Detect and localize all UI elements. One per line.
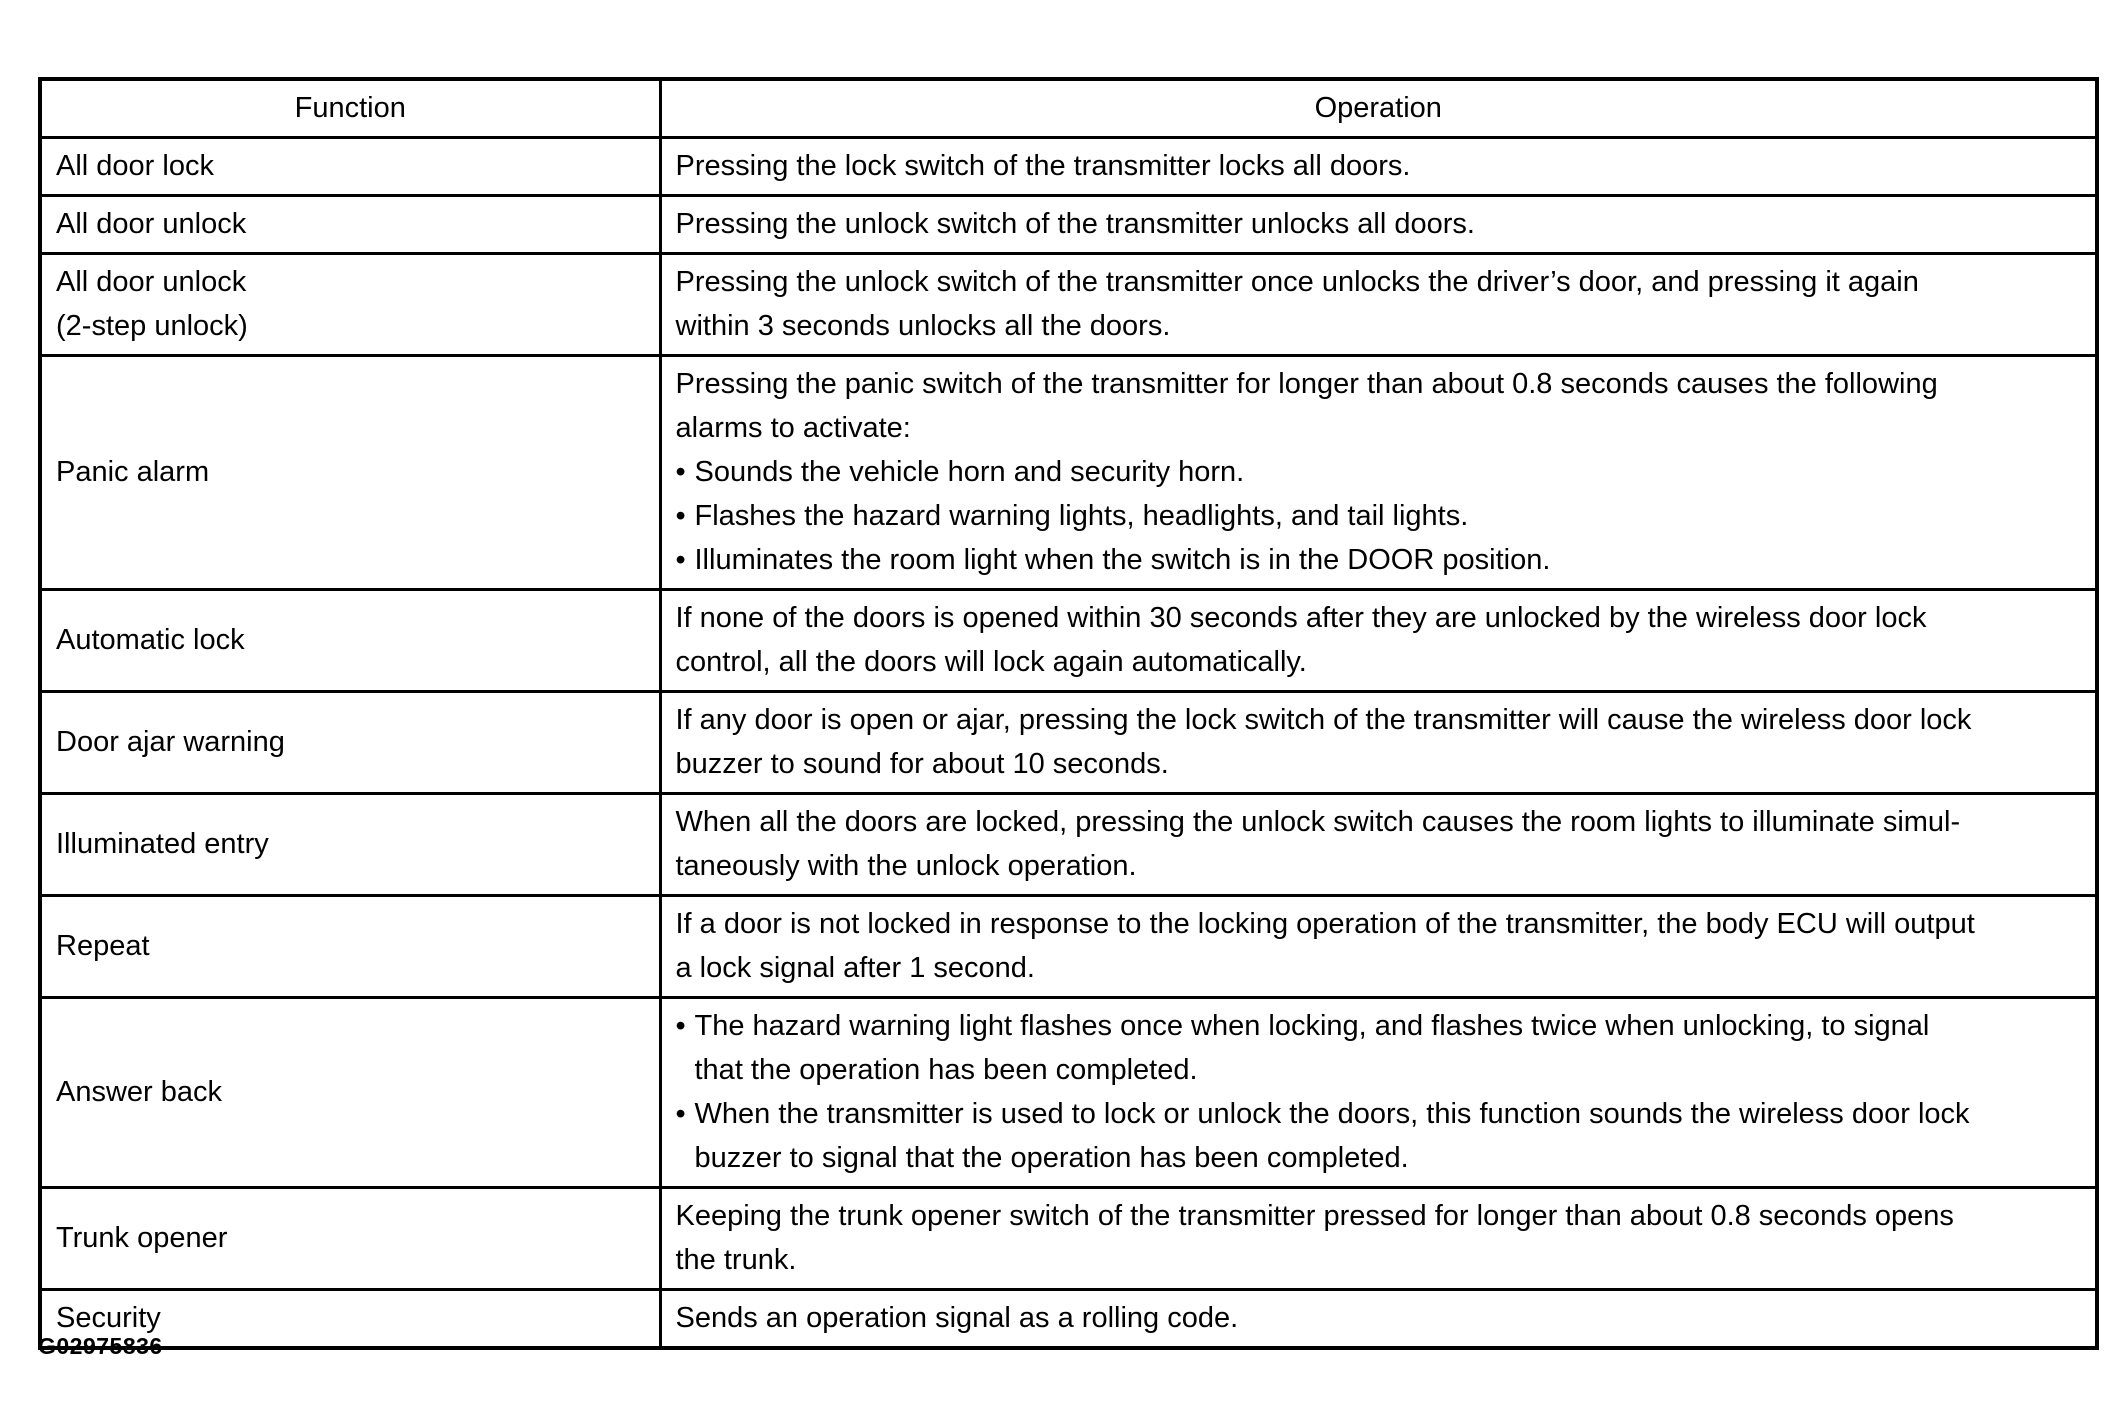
table-row (40, 1188, 2097, 1290)
function-text: Panic alarm (56, 456, 210, 488)
table-row (40, 590, 2097, 692)
bullet-item (676, 494, 2082, 538)
function-operation-table (38, 77, 2099, 1350)
bullet-text: that the operation has been completed. (694, 1054, 1198, 1086)
operation-cell (660, 896, 2097, 998)
function-text: All door unlock (56, 208, 247, 240)
bullet-text: When the transmitter is used to lock or unlock the doors, this function sounds the wireless door lock (694, 1098, 1970, 1130)
table-row (40, 254, 2097, 356)
table-row (40, 356, 2097, 590)
operation-text: Pressing the unlock switch of the transmitter once unlocks the driver’s door, and pressing it again (675, 266, 1919, 298)
table-row (40, 1290, 2097, 1349)
function-cell (40, 138, 660, 196)
bullet-text: buzzer to signal that the operation has been completed. (694, 1142, 1409, 1174)
operation-text: a lock signal after 1 second. (675, 952, 1035, 984)
function-cell (40, 896, 660, 998)
header-row (40, 79, 2097, 138)
operation-cell (660, 590, 2097, 692)
table-header (40, 79, 2097, 138)
operation-cell (660, 138, 2097, 196)
operation-text: within 3 seconds unlocks all the doors. (675, 310, 1171, 342)
bullet-text: Flashes the hazard warning lights, headlights, and tail lights. (694, 500, 1469, 532)
bullet-icon: • (675, 1010, 686, 1042)
operation-text: control, all the doors will lock again automatically. (675, 646, 1307, 678)
operation-cell (660, 1290, 2097, 1349)
table-row (40, 692, 2097, 794)
operation-text: If any door is open or ajar, pressing the lock switch of the transmitter will cause the wireless door lock (675, 704, 1972, 736)
bullet-item (676, 1092, 2082, 1180)
operation-cell (660, 1188, 2097, 1290)
operation-text: the trunk. (675, 1244, 797, 1276)
bullet-item (676, 450, 2082, 494)
operation-cell (660, 196, 2097, 254)
function-cell (40, 254, 660, 356)
function-text: Answer back (56, 1076, 223, 1108)
bullet-text: Illuminates the room light when the switch is in the DOOR position. (694, 544, 1551, 576)
function-cell (40, 196, 660, 254)
function-text: Repeat (56, 930, 150, 962)
function-text: Illuminated entry (56, 828, 269, 860)
bullet-icon: • (675, 544, 686, 576)
function-text: All door lock (56, 150, 214, 182)
bullet-icon: • (675, 1098, 686, 1130)
operation-text: Pressing the unlock switch of the transmitter unlocks all doors. (675, 208, 1475, 240)
operation-text: Pressing the panic switch of the transmitter for longer than about 0.8 seconds causes the following (675, 368, 1938, 400)
operation-text: taneously with the unlock operation. (675, 850, 1137, 882)
operation-text: When all the doors are locked, pressing the unlock switch causes the room lights to illuminate simul- (675, 806, 1961, 838)
operation-text: If a door is not locked in response to the locking operation of the transmitter, the body ECU will output (675, 908, 1975, 940)
operation-cell (660, 998, 2097, 1188)
bullet-icon: • (675, 456, 686, 488)
operation-cell (660, 356, 2097, 590)
function-text: Trunk opener (56, 1222, 228, 1254)
function-cell (40, 794, 660, 896)
table-body (40, 138, 2097, 1349)
function-text: All door unlock (56, 266, 247, 298)
operation-cell (660, 692, 2097, 794)
function-text: Automatic lock (56, 624, 245, 656)
operation-text: If none of the doors is opened within 30 seconds after they are unlocked by the wireless door lock (675, 602, 1927, 634)
function-cell (40, 692, 660, 794)
operation-text: Keeping the trunk opener switch of the transmitter pressed for longer than about 0.8 seconds opens (675, 1200, 1954, 1232)
bullet-text: The hazard warning light flashes once when locking, and flashes twice when unlocking, to signal (694, 1010, 1930, 1042)
operation-text: buzzer to sound for about 10 seconds. (675, 748, 1169, 780)
function-text: (2-step unlock) (56, 310, 248, 342)
bullet-text: Sounds the vehicle horn and security horn. (694, 456, 1245, 488)
operation-text: Pressing the lock switch of the transmitter locks all doors. (675, 150, 1411, 182)
table-row (40, 794, 2097, 896)
function-text: Door ajar warning (56, 726, 285, 758)
operation-text: Sends an operation signal as a rolling code. (675, 1302, 1239, 1334)
function-cell (40, 998, 660, 1188)
operation-text: alarms to activate: (675, 412, 911, 444)
figure-code: G02975836 (38, 1333, 163, 1359)
operation-cell (660, 254, 2097, 356)
bullet-item (676, 1004, 2082, 1092)
function-cell (40, 590, 660, 692)
bullet-item (676, 538, 2082, 582)
header-function: Function (40, 79, 660, 138)
function-text: Security (56, 1302, 161, 1334)
function-cell (40, 356, 660, 590)
header-operation: Operation (660, 79, 2097, 138)
operation-cell (660, 794, 2097, 896)
table-row (40, 138, 2097, 196)
table-row (40, 998, 2097, 1188)
table-row (40, 196, 2097, 254)
table-row (40, 896, 2097, 998)
function-cell (40, 1188, 660, 1290)
bullet-icon: • (675, 500, 686, 532)
